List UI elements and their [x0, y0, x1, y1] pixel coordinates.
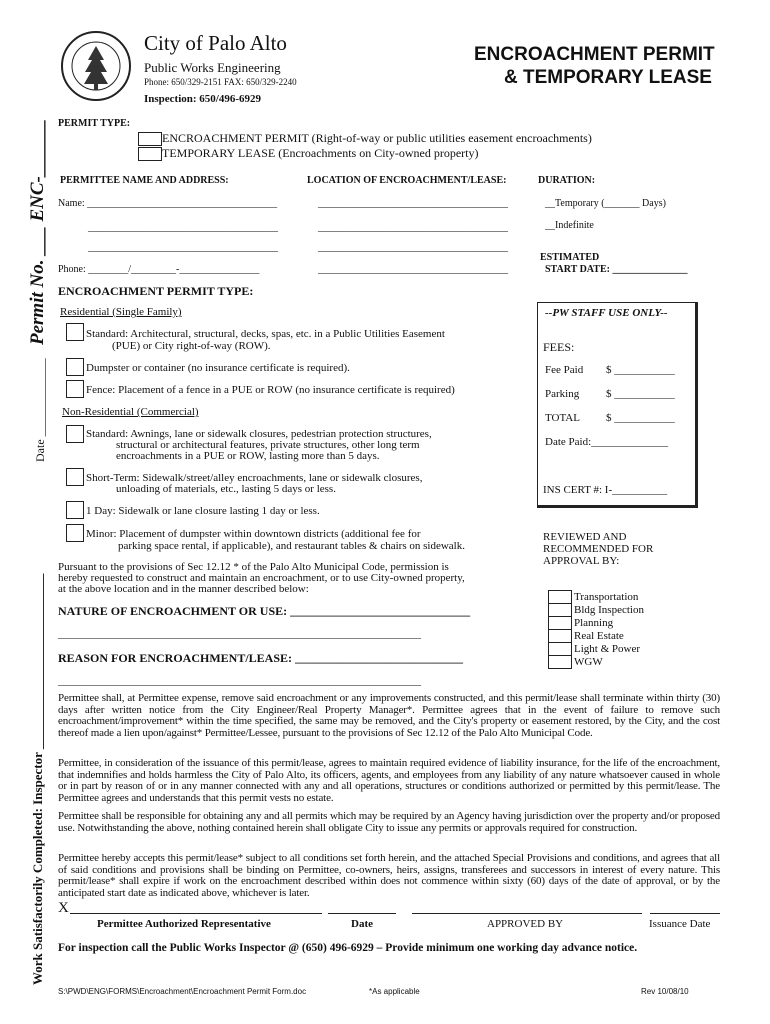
dept-label: Planning: [574, 616, 614, 629]
dept-row: [548, 603, 644, 616]
fees-label: FEES:: [543, 340, 575, 354]
dept-checkbox-planning[interactable]: [548, 616, 572, 630]
terms-paragraph-2: Permittee, in consideration of the issuance of this permit/lease, agrees to maintain required evidence of liability insurance, for the life of the encroachment, that indemnifies and holds harmless the City of Palo Alto, its officers, agents, and employees from any liability of any nature whatsoever caused in whole or in part by reason of or in any manner connected with any and all operations, structures or conditions authorized or permitted by this permit/lease. The Permittee agrees and understands that this permit vests no estate.: [58, 757, 720, 804]
start-date-field[interactable]: START DATE: _______________: [545, 264, 688, 275]
dept-row: [548, 655, 644, 668]
indefinite-duration-field[interactable]: __Indefinite: [545, 220, 594, 231]
minor-text: Minor: Placement of dumpster within downtown districts (additional fee for parking space rental, if applicable), and restaurant tables & chairs on sidewalk.: [86, 528, 465, 552]
issuance-date-label: Issuance Date: [649, 918, 711, 930]
dept-checkbox-transportation[interactable]: [548, 590, 572, 604]
estimated-label: ESTIMATED: [540, 252, 600, 263]
standard-residential-text: Standard: Architectural, structural, decks, spas, etc. in a Public Utilities Easement (PUE) or City right-of-way (ROW).: [86, 328, 445, 352]
approval-departments: [548, 590, 644, 668]
terms-paragraph-4: Permittee hereby accepts this permit/lease* subject to all conditions set forth herein, and the attached Special Provisions and conditions, and agrees that all of said conditions and provisions shall be binding on Permittee, co-owners, heirs, assigns, transferees and successors in interest of every nature. This permit/lease* shall expire if work on the encroachment described within does not commence within sixty (60) days of the date of approval, or by the anticipated start date as indicated above, whichever is later.: [58, 852, 720, 899]
staff-use-box: [537, 302, 698, 508]
representative-label: Permittee Authorized Representative: [97, 918, 271, 930]
temporary-lease-checkbox[interactable]: [138, 147, 162, 161]
dept-row: [548, 590, 644, 603]
form-title-2: & TEMPORARY LEASE: [504, 67, 712, 88]
reviewed-label: REVIEWED AND RECOMMENDED FOR APPROVAL BY:: [543, 531, 654, 567]
work-completed-field[interactable]: Work Satisfactorily Completed: Inspector ___________________________: [30, 573, 45, 985]
name-field[interactable]: Name: ______________________________________: [58, 198, 278, 209]
location-header: LOCATION OF ENCROACHMENT/LEASE:: [307, 175, 507, 186]
dept-row: [548, 629, 644, 642]
permittee-date-line[interactable]: [328, 913, 396, 914]
temporary-lease-option: TEMPORARY LEASE (Encroachments on City-owned property): [162, 146, 479, 160]
pursuant-text: Pursuant to the provisions of Sec 12.12 * of the Palo Alto Municipal Code, permission is hereby requested to construct and maintain an encroachment, or to use City-owned property, at the above location and in the manner described below:: [58, 561, 465, 595]
dept-checkbox-wgw[interactable]: [548, 655, 572, 669]
approved-by-label: APPROVED BY: [487, 918, 564, 930]
form-title-1: ENCROACHMENT PERMIT: [474, 44, 715, 65]
terms-paragraph-3: Permittee shall be responsible for obtaining any and all permits which may be required by an Agency having jurisdiction over the property and/or proposed use. Notwithstanding the above, nothing contained herein shall obligate City to issue any permits or approvals required for construction.: [58, 810, 720, 834]
short-term-checkbox[interactable]: [66, 468, 84, 486]
temporary-duration-field[interactable]: __Temporary (_______ Days): [545, 198, 666, 209]
revision-date: Rev 10/08/10: [641, 987, 689, 996]
dept-label: Light & Power: [574, 642, 640, 655]
reason-field[interactable]: REASON FOR ENCROACHMENT/LEASE: ____________________________: [58, 651, 464, 665]
non-residential-heading: Non-Residential (Commercial): [62, 406, 199, 418]
date-paid-field[interactable]: Date Paid:______________: [545, 436, 669, 448]
total-field[interactable]: $ ___________: [606, 412, 675, 424]
total-label: TOTAL: [545, 412, 580, 424]
standard-residential-checkbox[interactable]: [66, 323, 84, 341]
dept-label: Transportation: [574, 590, 639, 603]
city-seal: [60, 30, 132, 102]
minor-checkbox[interactable]: [66, 524, 84, 542]
dept-checkbox-bldg-inspection[interactable]: [548, 603, 572, 617]
address-line-1[interactable]: ______________________________________: [88, 222, 278, 233]
permit-number-field[interactable]: Permit No. ___ ENC-______: [27, 119, 48, 345]
dumpster-checkbox[interactable]: [66, 358, 84, 376]
fee-paid-field[interactable]: $ ___________: [606, 364, 675, 376]
issuance-date-line[interactable]: [650, 913, 720, 914]
duration-header: DURATION:: [538, 175, 596, 186]
dept-label: WGW: [574, 655, 603, 668]
nature-line-2[interactable]: __________________________________________________________________: [58, 628, 421, 640]
dept-checkbox-light-power[interactable]: [548, 642, 572, 656]
permittee-header: PERMITTEE NAME AND ADDRESS:: [60, 175, 229, 186]
terms-paragraph-1: Permittee shall, at Permittee expense, remove said encroachment or any improvements constructed, and this permit/lease shall terminate within thirty (30) days after written notice from the City Engineer/Real Property Manager*. Permittee agrees that in the event of failure to remove such encroachment/improvement* within the time specified, the same may be removed, and the City's property or easement restored, by the City, and the cost thereof made a lien upon/against* Permittee/Lessee, pursuant to the provisions of Sec 12.12 of the Palo Alto Municipal Code.: [58, 692, 720, 739]
parking-label: Parking: [545, 388, 580, 400]
city-name: City of Palo Alto: [144, 31, 287, 55]
encroachment-permit-checkbox[interactable]: [138, 132, 162, 146]
as-applicable-note: *As applicable: [369, 987, 420, 996]
location-line-2[interactable]: ______________________________________: [318, 222, 508, 233]
dept-row: [548, 642, 644, 655]
fee-paid-label: Fee Paid: [545, 364, 584, 376]
one-day-text: 1 Day: Sidewalk or lane closure lasting 1 day or less.: [86, 505, 320, 517]
residential-heading: Residential (Single Family): [60, 306, 182, 318]
encroachment-permit-option: ENCROACHMENT PERMIT (Right-of-way or public utilities easement encroachments): [162, 131, 592, 145]
dumpster-text: Dumpster or container (no insurance certificate is required).: [86, 362, 350, 374]
date-label: Date: [351, 918, 373, 930]
parking-field[interactable]: $ ___________: [606, 388, 675, 400]
inspection-phone: Inspection: 650/496-6929: [144, 93, 262, 105]
representative-signature-line[interactable]: [70, 913, 322, 914]
one-day-checkbox[interactable]: [66, 501, 84, 519]
location-line-1[interactable]: ______________________________________: [318, 198, 508, 209]
signature-x: X: [58, 900, 69, 916]
fence-checkbox[interactable]: [66, 380, 84, 398]
department-name: Public Works Engineering: [144, 60, 281, 75]
dept-label: Real Estate: [574, 629, 624, 642]
location-line-4[interactable]: ______________________________________: [318, 264, 508, 275]
ins-cert-field[interactable]: INS CERT #: I-__________: [543, 484, 668, 496]
phone-fax: Phone: 650/329-2151 FAX: 650/329-2240: [144, 77, 297, 87]
staff-use-title: --PW STAFF USE ONLY--: [545, 307, 668, 319]
reason-line-2[interactable]: __________________________________________________________________: [58, 675, 421, 687]
address-line-2[interactable]: ______________________________________: [88, 242, 278, 253]
side-date-field[interactable]: Date _____________: [33, 358, 47, 462]
phone-field[interactable]: Phone: ________/_________-________________: [58, 264, 260, 275]
fence-text: Fence: Placement of a fence in a PUE or ROW (no insurance certificate is required): [86, 384, 455, 396]
inspection-note: For inspection call the Public Works Inspector @ (650) 496-6929 – Provide minimum one working day advance notice.: [58, 942, 638, 954]
file-path: S:\PWD\ENG\FORMS\Encroachment\Encroachment Permit Form.doc: [58, 987, 307, 996]
standard-commercial-checkbox[interactable]: [66, 425, 84, 443]
encroachment-type-heading: ENCROACHMENT PERMIT TYPE:: [58, 284, 254, 298]
dept-label: Bldg Inspection: [574, 603, 644, 616]
permit-type-label: PERMIT TYPE:: [58, 118, 131, 129]
approved-by-line[interactable]: [412, 913, 642, 914]
dept-row: [548, 616, 644, 629]
short-term-text: Short-Term: Sidewalk/street/alley encroachments, lane or sidewalk closures, unloading of materials, etc., lasting 5 days or less.: [86, 472, 423, 495]
location-line-3[interactable]: ______________________________________: [318, 242, 508, 253]
nature-field[interactable]: NATURE OF ENCROACHMENT OR USE: ______________________________: [58, 604, 471, 618]
dept-checkbox-real-estate[interactable]: [548, 629, 572, 643]
standard-commercial-text: Standard: Awnings, lane or sidewalk closures, pedestrian protection structures, structural or architectural features, private structures, other long term encroachments in a PUE or ROW, lasting more than 5 days.: [86, 428, 432, 462]
